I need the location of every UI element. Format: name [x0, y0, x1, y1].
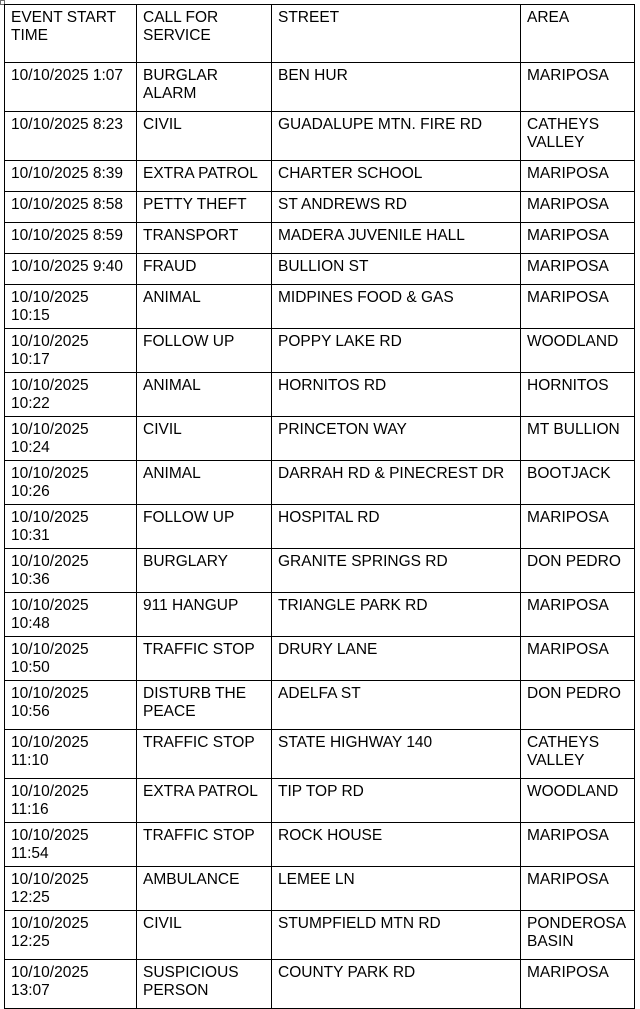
cell-area: DON PEDRO — [521, 681, 635, 730]
table-row — [5, 417, 635, 461]
cell-call: CIVIL — [137, 911, 272, 960]
cell-time: 10/10/2025 10:56 — [5, 681, 137, 730]
cell-time: 10/10/2025 10:24 — [5, 417, 137, 461]
cell-call: FOLLOW UP — [137, 329, 272, 373]
table-row — [5, 329, 635, 373]
table-row — [5, 637, 635, 681]
cell-street: BEN HUR — [272, 63, 521, 112]
header-call-for-service: CALL FOR SERVICE — [137, 5, 272, 63]
cell-time: 10/10/2025 10:22 — [5, 373, 137, 417]
cell-time: 10/10/2025 11:10 — [5, 730, 137, 779]
cell-area: MARIPOSA — [521, 637, 635, 681]
cell-call: ANIMAL — [137, 461, 272, 505]
cell-street: LEMEE LN — [272, 867, 521, 911]
cell-area: MARIPOSA — [521, 161, 635, 192]
cell-area: MARIPOSA — [521, 823, 635, 867]
table-row — [5, 730, 635, 779]
cell-street: STATE HIGHWAY 140 — [272, 730, 521, 779]
cell-area: MARIPOSA — [521, 593, 635, 637]
cell-street: GUADALUPE MTN. FIRE RD — [272, 112, 521, 161]
table-row — [5, 461, 635, 505]
cell-time: 10/10/2025 10:26 — [5, 461, 137, 505]
table-row — [5, 161, 635, 192]
table-header-row — [5, 5, 635, 63]
cell-area: MARIPOSA — [521, 63, 635, 112]
cell-call: TRANSPORT — [137, 223, 272, 254]
cell-call: TRAFFIC STOP — [137, 730, 272, 779]
cell-call: TRAFFIC STOP — [137, 823, 272, 867]
cell-street: ST ANDREWS RD — [272, 192, 521, 223]
table-row — [5, 223, 635, 254]
cell-time: 10/10/2025 10:31 — [5, 505, 137, 549]
cell-time: 10/10/2025 8:23 — [5, 112, 137, 161]
cell-call: FRAUD — [137, 254, 272, 285]
table-row — [5, 960, 635, 1009]
cell-call: PETTY THEFT — [137, 192, 272, 223]
table-row — [5, 63, 635, 112]
cell-street: DARRAH RD & PINECREST DR — [272, 461, 521, 505]
cell-area: BOOTJACK — [521, 461, 635, 505]
table-row — [5, 505, 635, 549]
cell-street: TIP TOP RD — [272, 779, 521, 823]
cell-call: CIVIL — [137, 112, 272, 161]
cell-call: ANIMAL — [137, 285, 272, 329]
cell-call: EXTRA PATROL — [137, 161, 272, 192]
cell-area: CATHEYS VALLEY — [521, 112, 635, 161]
cell-call: BURGLARY — [137, 549, 272, 593]
table-row — [5, 593, 635, 637]
cell-call: DISTURB THE PEACE — [137, 681, 272, 730]
cell-area: HORNITOS — [521, 373, 635, 417]
cell-area: MARIPOSA — [521, 254, 635, 285]
cell-street: TRIANGLE PARK RD — [272, 593, 521, 637]
cell-time: 10/10/2025 1:07 — [5, 63, 137, 112]
cell-area: WOODLAND — [521, 329, 635, 373]
cell-street: STUMPFIELD MTN RD — [272, 911, 521, 960]
cell-time: 10/10/2025 11:16 — [5, 779, 137, 823]
table-row — [5, 911, 635, 960]
cell-call: TRAFFIC STOP — [137, 637, 272, 681]
table-row — [5, 779, 635, 823]
cell-street: GRANITE SPRINGS RD — [272, 549, 521, 593]
cell-street: POPPY LAKE RD — [272, 329, 521, 373]
cell-street: MIDPINES FOOD & GAS — [272, 285, 521, 329]
cell-time: 10/10/2025 10:50 — [5, 637, 137, 681]
cell-time: 10/10/2025 9:40 — [5, 254, 137, 285]
cell-area: WOODLAND — [521, 779, 635, 823]
table-row — [5, 254, 635, 285]
cell-time: 10/10/2025 11:54 — [5, 823, 137, 867]
cell-street: COUNTY PARK RD — [272, 960, 521, 1009]
table-row — [5, 549, 635, 593]
cell-time: 10/10/2025 8:58 — [5, 192, 137, 223]
header-street: STREET — [272, 5, 521, 63]
cell-street: HOSPITAL RD — [272, 505, 521, 549]
cell-area: MARIPOSA — [521, 192, 635, 223]
cell-area: MARIPOSA — [521, 960, 635, 1009]
cell-call: SUSPICIOUS PERSON — [137, 960, 272, 1009]
cell-area: MARIPOSA — [521, 867, 635, 911]
cell-time: 10/10/2025 13:07 — [5, 960, 137, 1009]
cell-time: 10/10/2025 10:15 — [5, 285, 137, 329]
cell-area: MT BULLION — [521, 417, 635, 461]
cell-call: 911 HANGUP — [137, 593, 272, 637]
cell-call: FOLLOW UP — [137, 505, 272, 549]
table-row — [5, 285, 635, 329]
cell-call: AMBULANCE — [137, 867, 272, 911]
cell-area: MARIPOSA — [521, 505, 635, 549]
cell-street: ROCK HOUSE — [272, 823, 521, 867]
cell-street: HORNITOS RD — [272, 373, 521, 417]
table-row — [5, 823, 635, 867]
table-row — [5, 867, 635, 911]
table-row — [5, 112, 635, 161]
cell-area: PONDEROSA BASIN — [521, 911, 635, 960]
cell-time: 10/10/2025 12:25 — [5, 867, 137, 911]
table-row — [5, 681, 635, 730]
cell-time: 10/10/2025 8:39 — [5, 161, 137, 192]
table-row — [5, 373, 635, 417]
header-event-start-time: EVENT START TIME — [5, 5, 137, 63]
cell-time: 10/10/2025 10:48 — [5, 593, 137, 637]
cell-time: 10/10/2025 12:25 — [5, 911, 137, 960]
table-row — [5, 192, 635, 223]
cell-time: 10/10/2025 8:59 — [5, 223, 137, 254]
cell-call: EXTRA PATROL — [137, 779, 272, 823]
cell-time: 10/10/2025 10:36 — [5, 549, 137, 593]
cell-street: ADELFA ST — [272, 681, 521, 730]
cell-call: BURGLAR ALARM — [137, 63, 272, 112]
cell-area: DON PEDRO — [521, 549, 635, 593]
cell-street: CHARTER SCHOOL — [272, 161, 521, 192]
cell-call: ANIMAL — [137, 373, 272, 417]
cell-street: PRINCETON WAY — [272, 417, 521, 461]
cell-call: CIVIL — [137, 417, 272, 461]
call-log-table — [4, 4, 635, 1009]
cell-area: MARIPOSA — [521, 285, 635, 329]
cell-area: CATHEYS VALLEY — [521, 730, 635, 779]
header-area: AREA — [521, 5, 635, 63]
cell-time: 10/10/2025 10:17 — [5, 329, 137, 373]
cell-area: MARIPOSA — [521, 223, 635, 254]
cell-street: MADERA JUVENILE HALL — [272, 223, 521, 254]
cell-street: DRURY LANE — [272, 637, 521, 681]
cell-street: BULLION ST — [272, 254, 521, 285]
